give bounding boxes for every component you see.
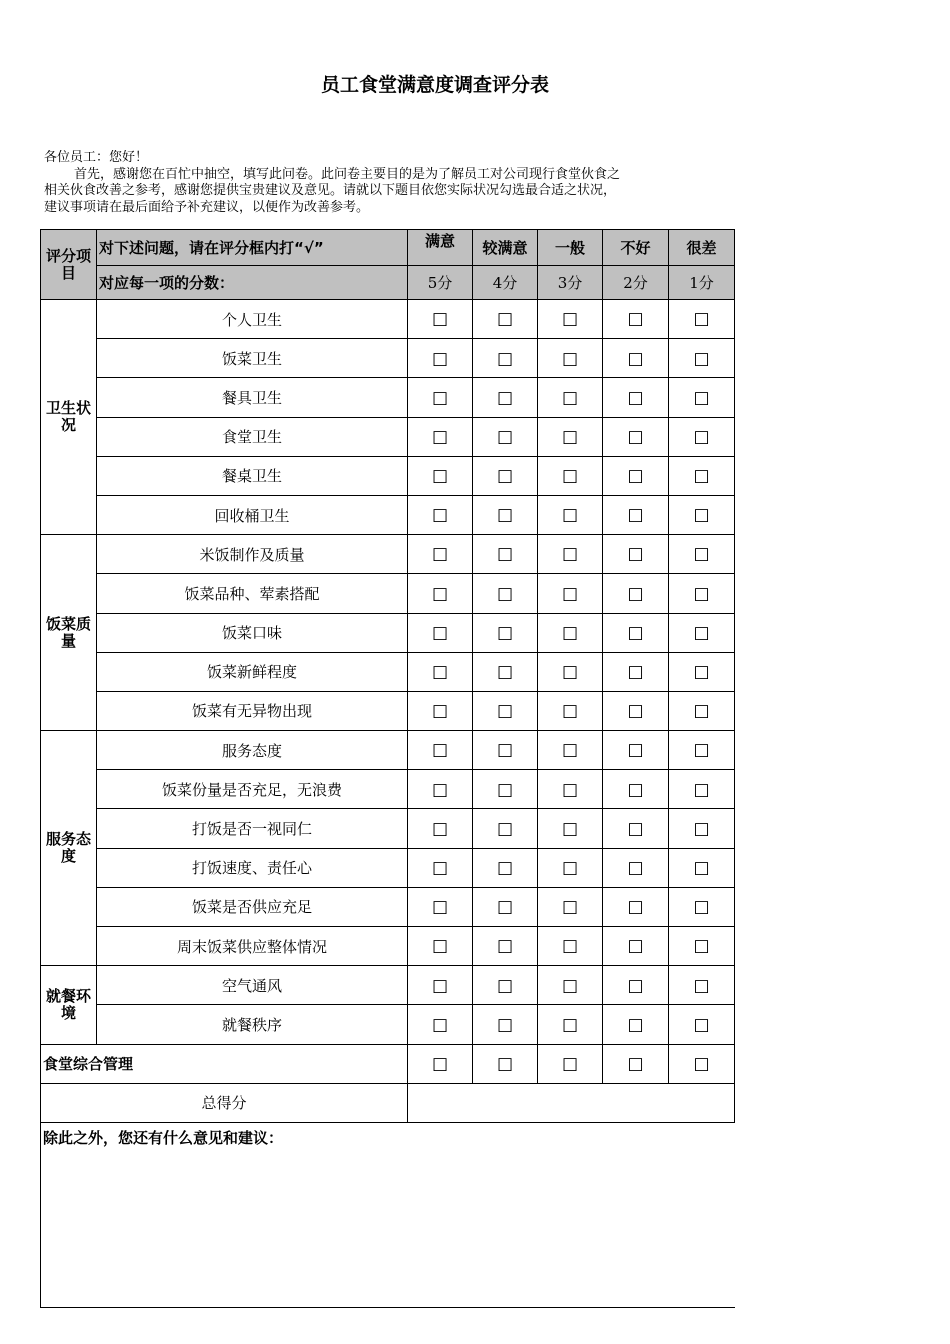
rating-checkbox[interactable]: □: [496, 818, 514, 839]
question-label: 打饭是否一视同仁: [97, 809, 408, 848]
question-rating-cell: [408, 1005, 473, 1044]
question-label: 个人卫生: [97, 300, 408, 339]
rating-checkbox[interactable]: □: [496, 426, 514, 447]
score-4: 4分: [473, 266, 538, 300]
rating-checkbox[interactable]: □: [496, 505, 514, 526]
table-row: [41, 1005, 735, 1044]
survey-table: [40, 229, 735, 1308]
question-rating-cell: [669, 535, 735, 574]
category-label: 服务态度: [41, 731, 97, 966]
rating-checkbox[interactable]: □: [431, 897, 449, 918]
question-label: 就餐秩序: [97, 1005, 408, 1044]
question-rating-cell: [538, 495, 603, 534]
intro-text: [44, 150, 734, 216]
question-label: 饭菜新鲜程度: [97, 652, 408, 691]
question-label: 米饭制作及质量: [97, 535, 408, 574]
question-label: 饭菜份量是否充足，无浪费: [97, 770, 408, 809]
rating-checkbox[interactable]: □: [496, 975, 514, 996]
rating-checkbox[interactable]: □: [431, 505, 449, 526]
question-rating-cell: [538, 1005, 603, 1044]
rating-checkbox[interactable]: □: [496, 740, 514, 761]
rating-checkbox[interactable]: □: [561, 505, 579, 526]
rating-checkbox[interactable]: □: [561, 309, 579, 330]
rating-checkbox[interactable]: □: [693, 857, 710, 878]
question-label: 食堂卫生: [97, 417, 408, 456]
question-rating-cell: [538, 966, 603, 1005]
rating-checkbox[interactable]: □: [496, 348, 514, 369]
rating-checkbox[interactable]: □: [431, 466, 449, 487]
question-label: 饭菜有无异物出现: [97, 691, 408, 730]
question-label: 服务态度: [97, 731, 408, 770]
rating-header-2: 不好: [603, 230, 669, 266]
question-label: 饭菜口味: [97, 613, 408, 652]
rating-checkbox[interactable]: □: [496, 936, 514, 957]
table-row: [41, 339, 735, 378]
question-rating-cell: [408, 887, 473, 926]
rating-checkbox[interactable]: □: [561, 857, 579, 878]
overall-rating-cell: [408, 1044, 473, 1083]
rating-checkbox[interactable]: □: [496, 622, 514, 643]
rating-checkbox[interactable]: □: [627, 897, 644, 918]
table-row: [41, 456, 735, 495]
question-rating-cell: [603, 770, 669, 809]
table-row: [41, 652, 735, 691]
page-title: 员工食堂满意度调查评分表: [320, 74, 549, 96]
question-label: 饭菜卫生: [97, 339, 408, 378]
rating-checkbox[interactable]: □: [627, 387, 644, 408]
table-row: [41, 417, 735, 456]
rating-checkbox[interactable]: □: [496, 662, 514, 683]
question-rating-cell: [538, 848, 603, 887]
rating-checkbox[interactable]: □: [496, 1053, 514, 1074]
category-label: 饭菜质量: [41, 535, 97, 731]
rating-checkbox[interactable]: □: [693, 348, 710, 369]
rating-checkbox[interactable]: □: [627, 740, 644, 761]
rating-checkbox[interactable]: □: [431, 818, 449, 839]
rating-checkbox[interactable]: □: [561, 1053, 579, 1074]
question-rating-cell: [408, 417, 473, 456]
question-rating-cell: [603, 966, 669, 1005]
question-rating-cell: [473, 809, 538, 848]
rating-header-1: 很差: [669, 230, 735, 266]
question-rating-cell: [669, 495, 735, 534]
rating-checkbox[interactable]: □: [693, 779, 710, 800]
score-2: 2分: [603, 266, 669, 300]
question-rating-cell: [538, 652, 603, 691]
question-label: 打饭速度、责任心: [97, 848, 408, 887]
question-rating-cell: [473, 339, 538, 378]
rating-checkbox[interactable]: □: [693, 505, 710, 526]
rating-checkbox[interactable]: □: [496, 701, 514, 722]
question-rating-cell: [603, 456, 669, 495]
question-rating-cell: [669, 300, 735, 339]
rating-checkbox[interactable]: □: [627, 818, 644, 839]
question-rating-cell: [408, 691, 473, 730]
question-rating-cell: [408, 495, 473, 534]
rating-checkbox[interactable]: □: [627, 426, 644, 447]
rating-checkbox[interactable]: □: [431, 544, 449, 565]
rating-checkbox[interactable]: □: [627, 583, 644, 604]
table-row: [41, 770, 735, 809]
question-rating-cell: [408, 731, 473, 770]
total-label: 总得分: [41, 1083, 408, 1122]
rating-checkbox[interactable]: □: [496, 387, 514, 408]
rating-checkbox[interactable]: □: [693, 544, 710, 565]
question-rating-cell: [669, 613, 735, 652]
question-rating-cell: [408, 809, 473, 848]
question-rating-cell: [603, 848, 669, 887]
table-row: [41, 378, 735, 417]
rating-checkbox[interactable]: □: [627, 622, 644, 643]
score-5: 5分: [408, 266, 473, 300]
rating-checkbox[interactable]: □: [627, 779, 644, 800]
rating-checkbox[interactable]: □: [627, 1014, 644, 1035]
question-rating-cell: [603, 495, 669, 534]
table-row: [41, 574, 735, 613]
rating-checkbox[interactable]: □: [496, 583, 514, 604]
question-label: 空气通风: [97, 966, 408, 1005]
rating-checkbox[interactable]: □: [693, 1053, 710, 1074]
rating-checkbox[interactable]: □: [561, 740, 579, 761]
question-rating-cell: [603, 691, 669, 730]
table-row: [41, 495, 735, 534]
rating-checkbox[interactable]: □: [561, 426, 579, 447]
rating-checkbox[interactable]: □: [431, 701, 449, 722]
rating-checkbox[interactable]: □: [561, 622, 579, 643]
question-rating-cell: [538, 339, 603, 378]
score-label: 对应每一项的分数：: [97, 266, 408, 300]
question-rating-cell: [669, 378, 735, 417]
table-row: [41, 731, 735, 770]
question-rating-cell: [538, 809, 603, 848]
table-row: [41, 613, 735, 652]
overall-row: [41, 1044, 735, 1083]
question-rating-cell: [473, 731, 538, 770]
rating-checkbox[interactable]: □: [561, 662, 579, 683]
question-rating-cell: [473, 966, 538, 1005]
question-rating-cell: [603, 535, 669, 574]
rating-checkbox[interactable]: □: [496, 1014, 514, 1035]
question-rating-cell: [538, 887, 603, 926]
rating-checkbox[interactable]: □: [693, 740, 710, 761]
rating-checkbox[interactable]: □: [693, 701, 710, 722]
question-rating-cell: [473, 927, 538, 966]
rating-checkbox[interactable]: □: [627, 309, 644, 330]
rating-checkbox[interactable]: □: [693, 936, 710, 957]
rating-checkbox[interactable]: □: [431, 1053, 449, 1074]
table-row: [41, 300, 735, 339]
rating-checkbox[interactable]: □: [561, 975, 579, 996]
intro-line-3: 建议事项请在最后面给予补充建议，以便作为改善参考。: [44, 199, 370, 215]
question-rating-cell: [669, 770, 735, 809]
score-3: 3分: [538, 266, 603, 300]
question-rating-cell: [669, 574, 735, 613]
question-rating-cell: [538, 378, 603, 417]
question-rating-cell: [408, 456, 473, 495]
question-rating-cell: [473, 1005, 538, 1044]
question-rating-cell: [538, 417, 603, 456]
question-rating-cell: [669, 809, 735, 848]
question-label: 周末饭菜供应整体情况: [97, 927, 408, 966]
question-rating-cell: [538, 770, 603, 809]
score-row: [41, 266, 735, 300]
question-rating-cell: [669, 966, 735, 1005]
question-rating-cell: [538, 300, 603, 339]
question-label: 回收桶卫生: [97, 495, 408, 534]
question-rating-cell: [538, 731, 603, 770]
question-rating-cell: [473, 495, 538, 534]
question-label: 饭菜品种、荤素搭配: [97, 574, 408, 613]
remarks-row: [41, 1122, 735, 1307]
rating-checkbox[interactable]: □: [561, 936, 579, 957]
question-rating-cell: [538, 456, 603, 495]
rating-checkbox[interactable]: □: [693, 818, 710, 839]
question-rating-cell: [603, 417, 669, 456]
rating-checkbox[interactable]: □: [431, 622, 449, 643]
question-rating-cell: [538, 574, 603, 613]
category-header: 评分项目: [41, 230, 97, 300]
question-rating-cell: [473, 535, 538, 574]
question-rating-cell: [408, 574, 473, 613]
rating-checkbox[interactable]: □: [431, 387, 449, 408]
question-label: 餐具卫生: [97, 378, 408, 417]
rating-checkbox[interactable]: □: [431, 583, 449, 604]
total-score-field[interactable]: [408, 1083, 735, 1122]
rating-checkbox[interactable]: □: [561, 701, 579, 722]
question-rating-cell: [669, 691, 735, 730]
question-rating-cell: [669, 652, 735, 691]
remarks-field[interactable]: 除此之外，您还有什么意见和建议：: [41, 1122, 735, 1307]
rating-checkbox[interactable]: □: [431, 936, 449, 957]
total-row: [41, 1083, 735, 1122]
question-rating-cell: [473, 691, 538, 730]
question-rating-cell: [603, 731, 669, 770]
question-rating-cell: [669, 1005, 735, 1044]
score-1: 1分: [669, 266, 735, 300]
table-row: [41, 809, 735, 848]
table-row: [41, 966, 735, 1005]
question-rating-cell: [408, 770, 473, 809]
overall-rating-cell: [473, 1044, 538, 1083]
question-rating-cell: [408, 927, 473, 966]
overall-rating-cell: [603, 1044, 669, 1083]
intro-line-2: 相关伙食改善之参考，感谢您提供宝贵建议及意见。请就以下题目依您实际状况勾选最合适之状况，: [44, 183, 617, 198]
question-rating-cell: [669, 927, 735, 966]
question-rating-cell: [473, 613, 538, 652]
question-rating-cell: [408, 966, 473, 1005]
question-rating-cell: [603, 300, 669, 339]
rating-header-5: 满意: [408, 230, 473, 266]
rating-checkbox[interactable]: □: [693, 622, 710, 643]
rating-checkbox[interactable]: □: [496, 544, 514, 565]
rating-checkbox[interactable]: □: [693, 583, 710, 604]
rating-checkbox[interactable]: □: [627, 662, 644, 683]
question-rating-cell: [473, 887, 538, 926]
instruction-header: 对下述问题，请在评分框内打“√”: [97, 230, 408, 266]
question-rating-cell: [669, 848, 735, 887]
rating-checkbox[interactable]: □: [496, 779, 514, 800]
table-row: [41, 848, 735, 887]
question-rating-cell: [603, 1005, 669, 1044]
question-rating-cell: [408, 378, 473, 417]
rating-checkbox[interactable]: □: [431, 857, 449, 878]
rating-checkbox[interactable]: □: [561, 387, 579, 408]
question-rating-cell: [408, 848, 473, 887]
rating-checkbox[interactable]: □: [431, 348, 449, 369]
rating-checkbox[interactable]: □: [431, 309, 449, 330]
rating-header-4: 较满意: [473, 230, 538, 266]
rating-checkbox[interactable]: □: [627, 348, 644, 369]
question-rating-cell: [408, 339, 473, 378]
question-rating-cell: [473, 848, 538, 887]
rating-checkbox[interactable]: □: [693, 662, 710, 683]
rating-checkbox[interactable]: □: [693, 897, 710, 918]
question-rating-cell: [408, 535, 473, 574]
rating-checkbox[interactable]: □: [693, 426, 710, 447]
rating-checkbox[interactable]: □: [627, 505, 644, 526]
rating-checkbox[interactable]: □: [496, 309, 514, 330]
rating-checkbox[interactable]: □: [496, 897, 514, 918]
question-rating-cell: [538, 613, 603, 652]
question-rating-cell: [473, 378, 538, 417]
rating-checkbox[interactable]: □: [627, 1053, 644, 1074]
rating-checkbox[interactable]: □: [496, 857, 514, 878]
table-row: [41, 535, 735, 574]
rating-checkbox[interactable]: □: [561, 583, 579, 604]
rating-checkbox[interactable]: □: [693, 387, 710, 408]
question-rating-cell: [603, 339, 669, 378]
rating-checkbox[interactable]: □: [431, 779, 449, 800]
rating-checkbox[interactable]: □: [561, 466, 579, 487]
rating-checkbox[interactable]: □: [496, 466, 514, 487]
intro-greeting: 各位员工：您好！: [44, 150, 149, 165]
rating-checkbox[interactable]: □: [561, 348, 579, 369]
question-rating-cell: [538, 535, 603, 574]
rating-checkbox[interactable]: □: [627, 466, 644, 487]
rating-checkbox[interactable]: □: [561, 818, 579, 839]
rating-checkbox[interactable]: □: [561, 1014, 579, 1035]
table-row: [41, 927, 735, 966]
rating-checkbox[interactable]: □: [627, 975, 644, 996]
question-rating-cell: [603, 652, 669, 691]
rating-checkbox[interactable]: □: [693, 1014, 710, 1035]
question-rating-cell: [473, 652, 538, 691]
rating-checkbox[interactable]: □: [431, 975, 449, 996]
rating-checkbox[interactable]: □: [627, 857, 644, 878]
question-rating-cell: [473, 574, 538, 613]
question-rating-cell: [408, 613, 473, 652]
overall-rating-cell: [538, 1044, 603, 1083]
question-rating-cell: [603, 613, 669, 652]
question-rating-cell: [603, 574, 669, 613]
overall-label: 食堂综合管理: [41, 1044, 408, 1083]
question-rating-cell: [473, 417, 538, 456]
question-rating-cell: [538, 691, 603, 730]
question-rating-cell: [473, 456, 538, 495]
rating-checkbox[interactable]: □: [561, 897, 579, 918]
question-rating-cell: [473, 770, 538, 809]
question-rating-cell: [603, 809, 669, 848]
question-rating-cell: [603, 927, 669, 966]
question-rating-cell: [538, 927, 603, 966]
rating-checkbox[interactable]: □: [431, 426, 449, 447]
table-row: [41, 691, 735, 730]
question-rating-cell: [669, 731, 735, 770]
rating-checkbox[interactable]: □: [693, 309, 710, 330]
rating-checkbox[interactable]: □: [431, 662, 449, 683]
rating-checkbox[interactable]: □: [627, 936, 644, 957]
overall-rating-cell: [669, 1044, 735, 1083]
question-rating-cell: [473, 300, 538, 339]
question-rating-cell: [669, 456, 735, 495]
question-rating-cell: [408, 300, 473, 339]
rating-checkbox[interactable]: □: [431, 1014, 449, 1035]
rating-checkbox[interactable]: □: [561, 779, 579, 800]
rating-checkbox[interactable]: □: [431, 740, 449, 761]
question-rating-cell: [669, 887, 735, 926]
category-label: 卫生状况: [41, 300, 97, 535]
rating-checkbox[interactable]: □: [693, 975, 710, 996]
question-label: 饭菜是否供应充足: [97, 887, 408, 926]
header-row: [41, 230, 735, 266]
intro-line-1: 首先，感谢您在百忙中抽空，填写此问卷。此问卷主要目的是为了解员工对公司现行食堂伙食之: [74, 166, 621, 182]
rating-checkbox[interactable]: □: [627, 701, 644, 722]
question-rating-cell: [669, 339, 735, 378]
table-row: [41, 887, 735, 926]
question-rating-cell: [669, 417, 735, 456]
category-label: 就餐环境: [41, 966, 97, 1044]
rating-checkbox[interactable]: □: [627, 544, 644, 565]
question-rating-cell: [603, 378, 669, 417]
question-rating-cell: [408, 652, 473, 691]
question-rating-cell: [603, 887, 669, 926]
rating-checkbox[interactable]: □: [693, 466, 710, 487]
rating-checkbox[interactable]: □: [561, 544, 579, 565]
rating-header-3: 一般: [538, 230, 603, 266]
question-label: 餐桌卫生: [97, 456, 408, 495]
